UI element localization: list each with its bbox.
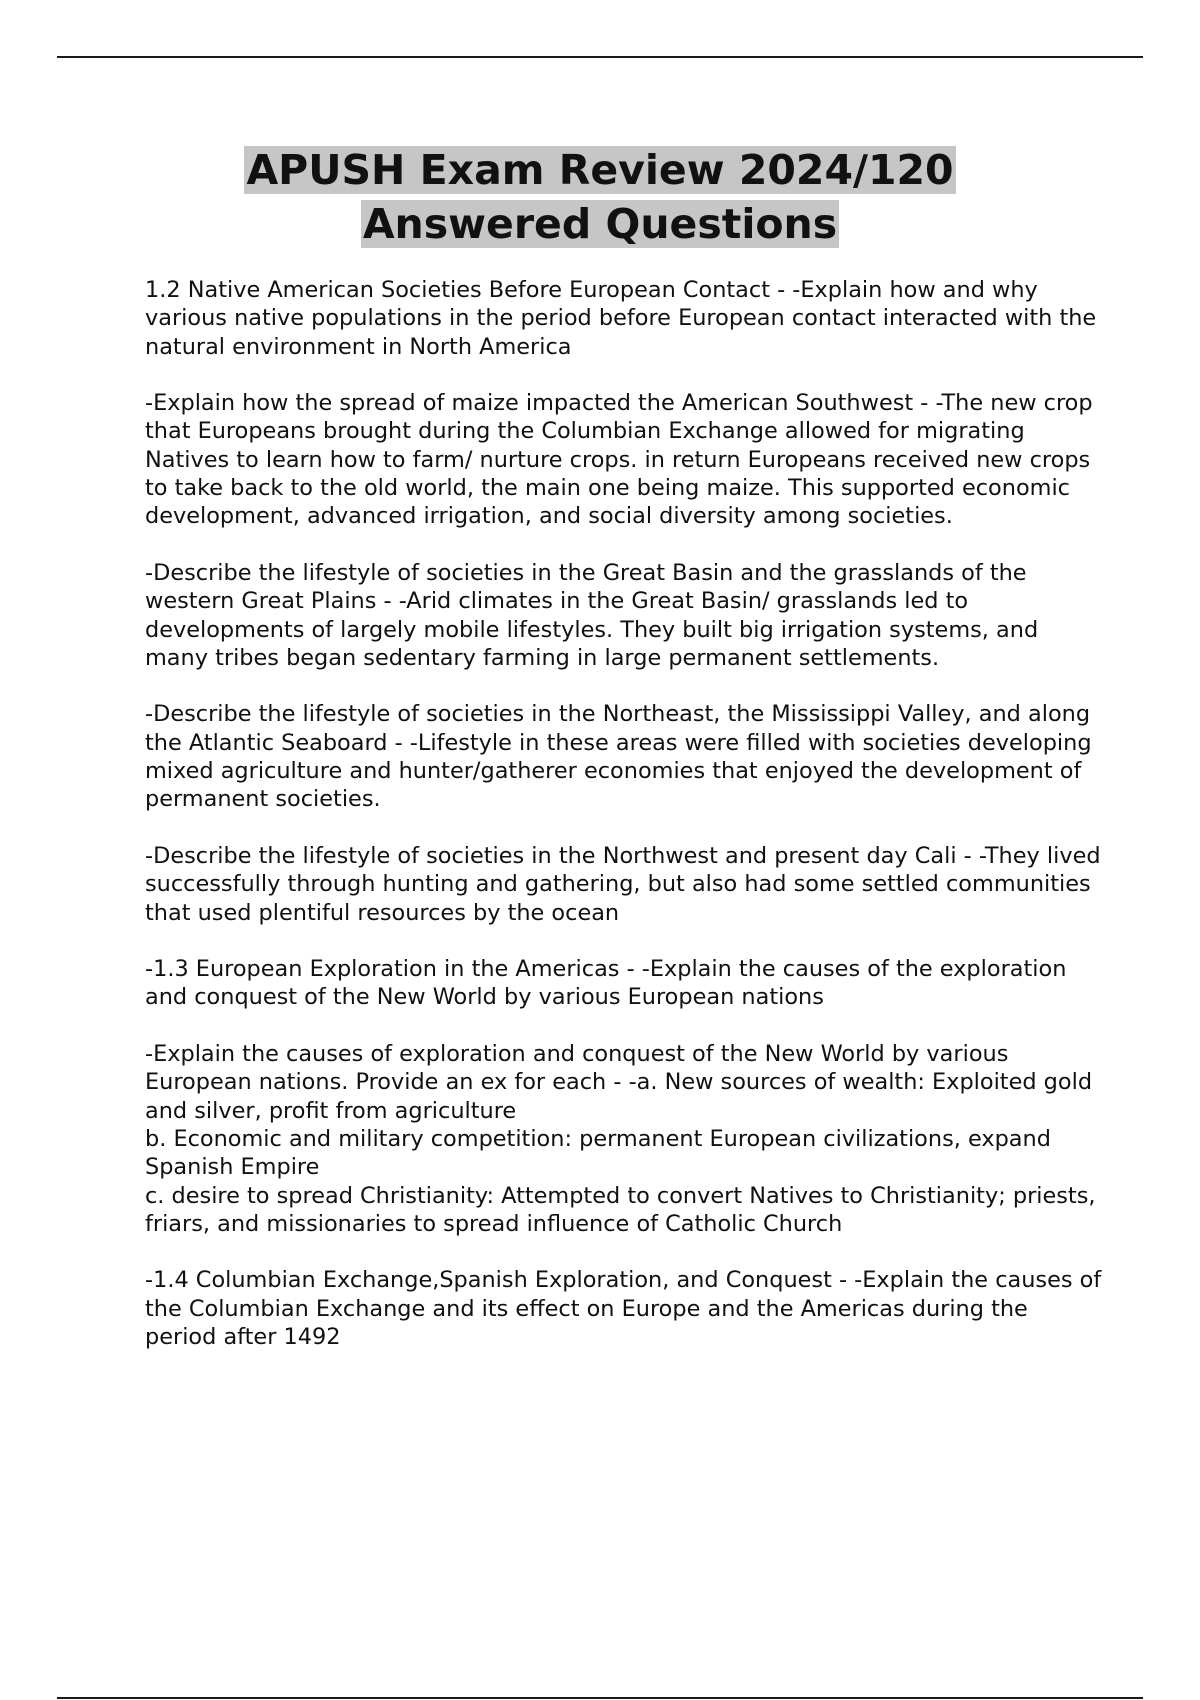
qa-entry: -Explain how the spread of maize impacted the American Southwest - -The new crop that Europeans brought during the Columbian Exchange allowed for migrating Natives to learn how to farm/ nurture crops. in return Europeans received new crops to take back to the old world, the main one being maize. This supported economic development, advanced irrigation, and social diversity among societies.	[145, 390, 1093, 530]
top-rule	[57, 56, 1143, 58]
qa-entry: 1.2 Native American Societies Before European Contact - -Explain how and why various native populations in the period before European contact interacted with the natural environment in North America	[145, 277, 1097, 360]
document-body	[145, 276, 1105, 1380]
qa-entry: -1.4 Columbian Exchange,Spanish Exploration, and Conquest - -Explain the causes of the Columbian Exchange and its effect on Europe and the Americas during the period after 1492	[145, 1267, 1102, 1350]
title-line-2: Answered Questions	[362, 200, 838, 248]
bottom-rule	[57, 1697, 1143, 1699]
qa-entry: -Explain the causes of exploration and conquest of the New World by various European nations. Provide an ex for each - -a. New sources of wealth: Exploited gold and silver, profit from agriculture b. Economic and military competition: permanent European civilizations, expand Spanish Empire c. desire to spread Christianity: Attempted to convert Natives to Christianity; priests, friars, and missionaries to spread influence of Catholic Church	[145, 1041, 1096, 1237]
document-title	[0, 143, 1200, 251]
qa-entry: -1.3 European Exploration in the Americas - -Explain the causes of the exploration and conquest of the New World by various European nations	[145, 956, 1067, 1011]
title-line-1: APUSH Exam Review 2024/120	[246, 146, 954, 194]
qa-entry: -Describe the lifestyle of societies in the Northwest and present day Cali - -They lived successfully through hunting and gathering, but also had some settled communities that used plentiful resources by the ocean	[145, 842, 1101, 926]
qa-entry: -Describe the lifestyle of societies in the Northeast, the Mississippi Valley, and along the Atlantic Seaboard - -Lifestyle in these areas were filled with societies developing mixed agriculture and hunter/gatherer economies that enjoyed the development of permanent societies.	[145, 701, 1092, 813]
qa-entry: -Describe the lifestyle of societies in the Great Basin and the grasslands of the western Great Plains - -Arid climates in the Great Basin/ grasslands led to developments of largely mobile lifestyles. They built big irrigation systems, and many tribes began sedentary farming in large permanent settlements.	[145, 559, 1039, 671]
